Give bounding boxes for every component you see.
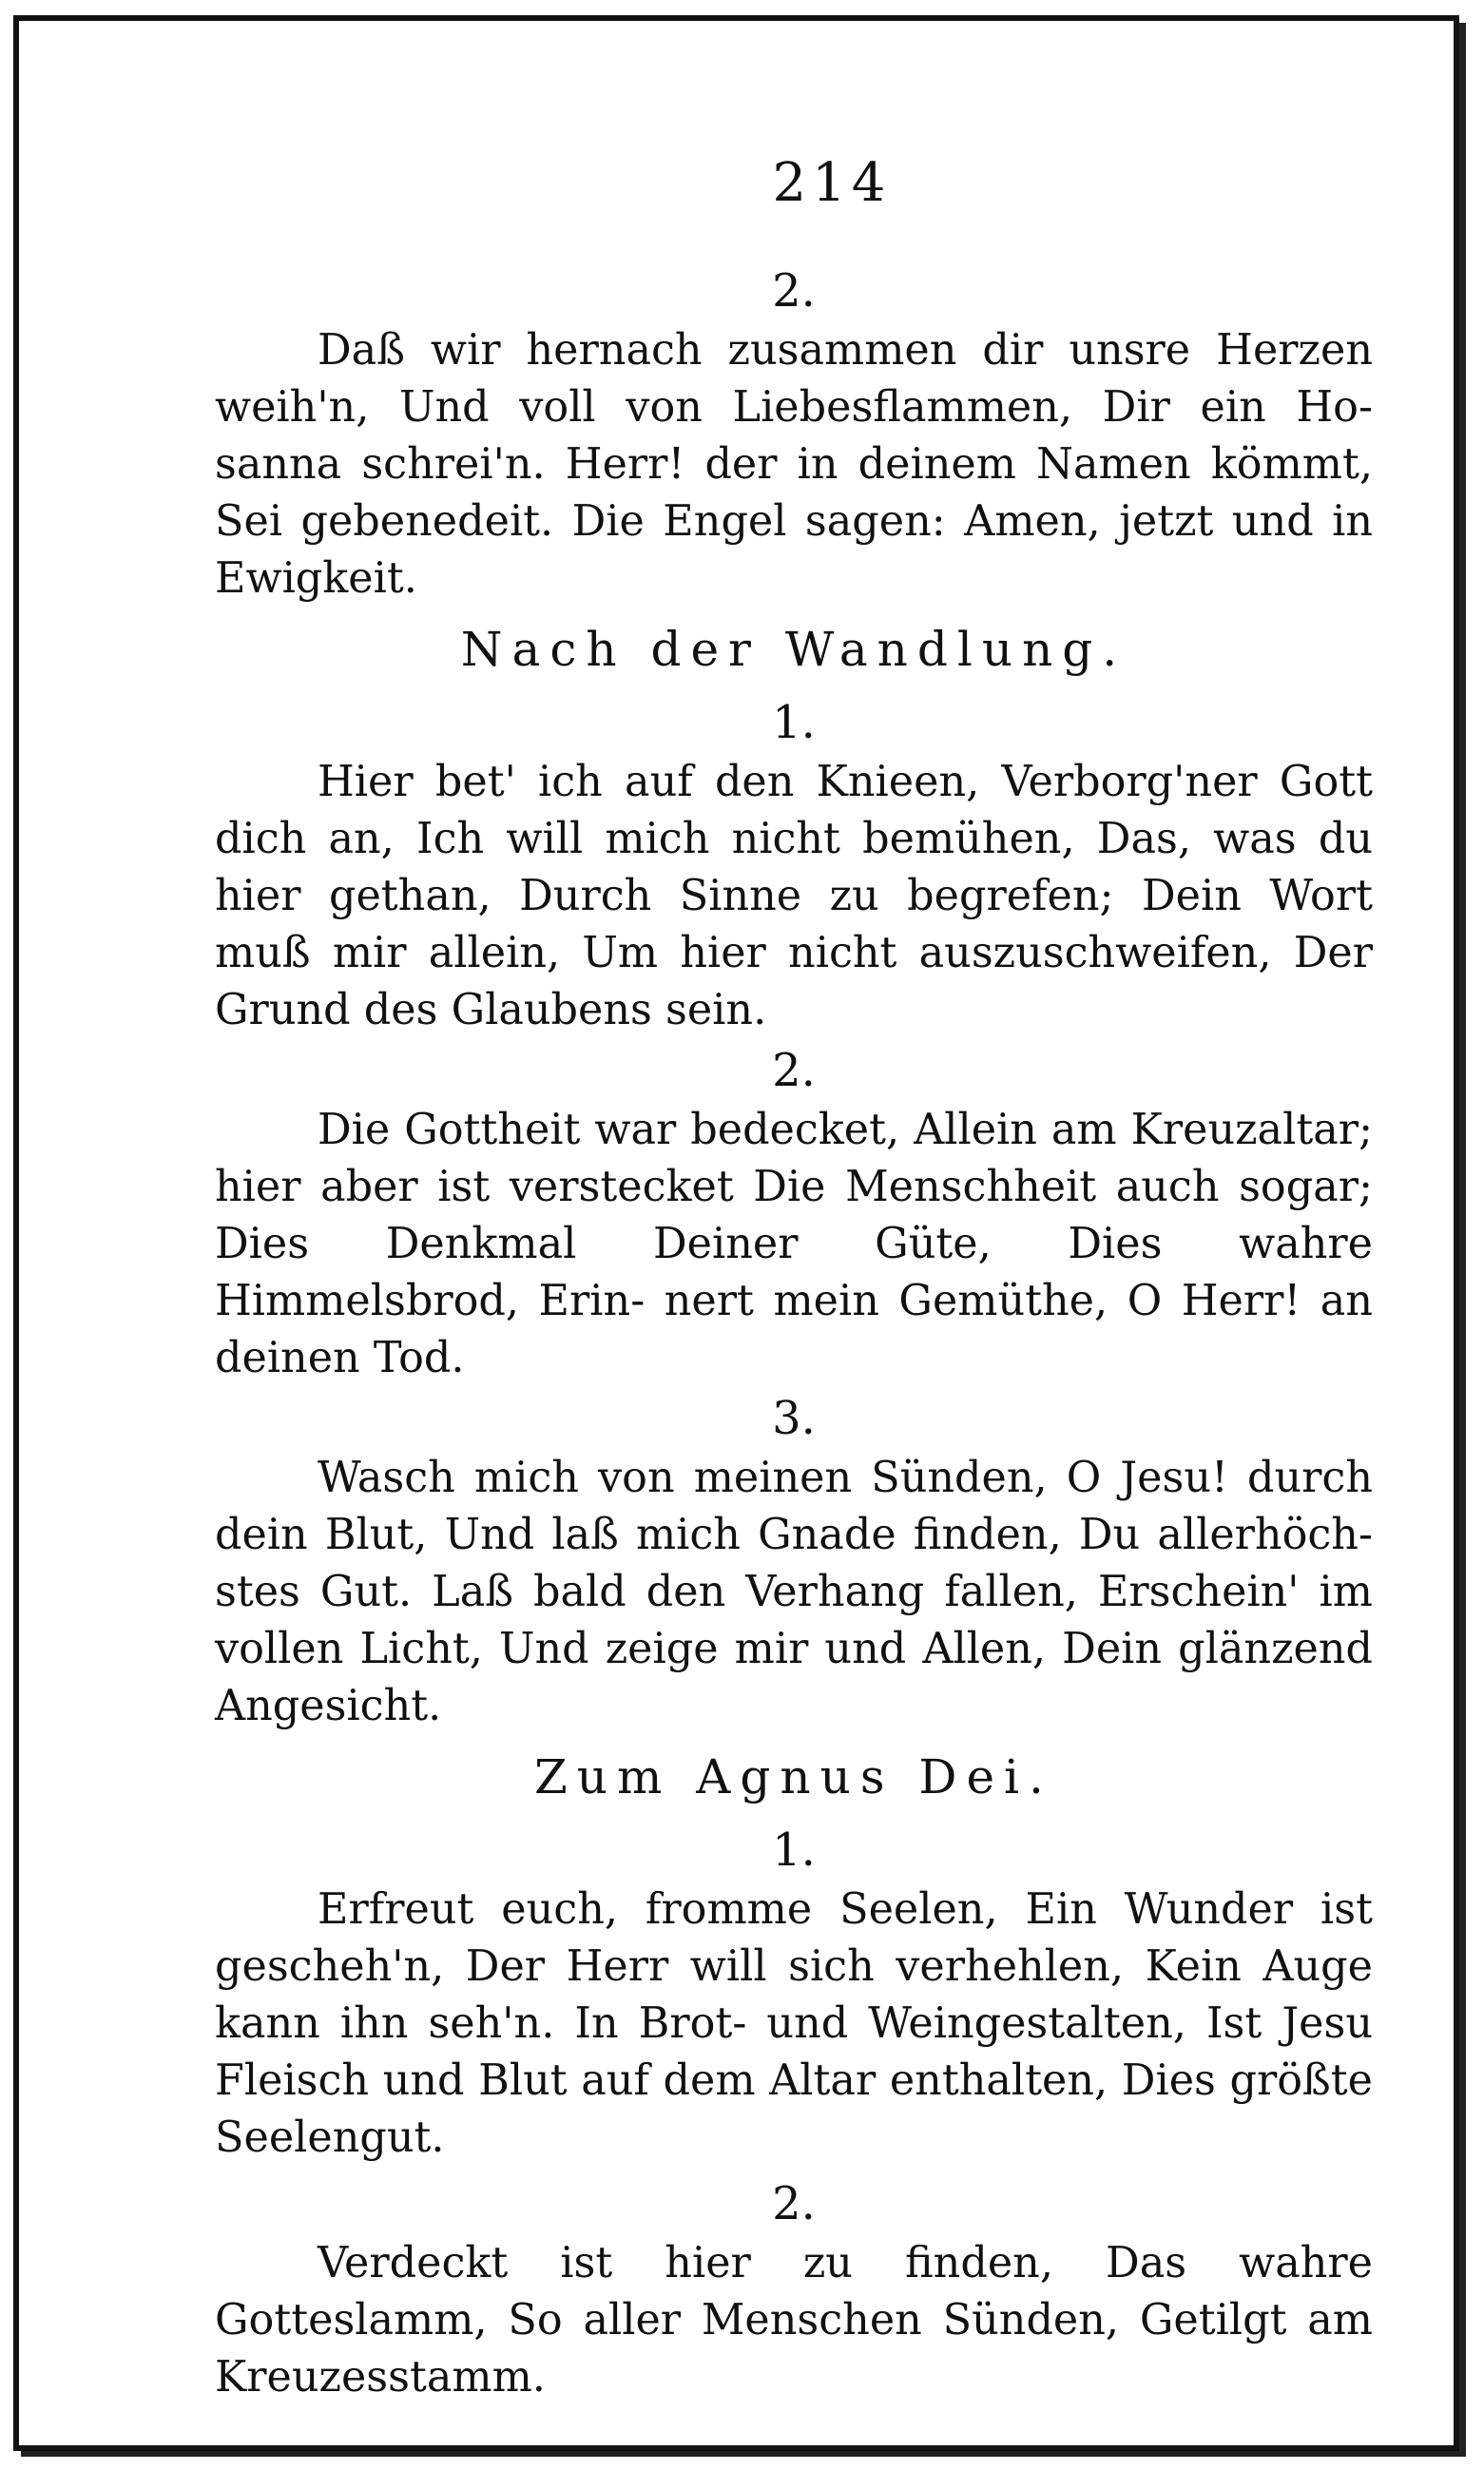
- page-content: [215, 152, 1373, 2406]
- verse-text: Erfreut euch, fromme Seelen, Ein Wunder ist gescheh'n, Der Herr will sich verhehlen, Kein Auge kann ihn seh'n. In Brot- und Weingestalten, Ist Jesu Fleisch und Blut auf dem Altar enthalten, Dies größte Seelengut.: [215, 1885, 1373, 2162]
- section-heading: Nach der Wandlung.: [460, 622, 1127, 677]
- verse-text: Wasch mich von meinen Sünden, O Jesu! durch dein Blut, Und laß mich Gnade finden, Du allerhöch- stes Gut. Laß bald den Verhang fallen, Erschein' im vollen Licht, Und zeige mir und Allen, Dein glänzend Angesicht.: [215, 1454, 1373, 1730]
- verse-number: 2.: [772, 1044, 816, 1097]
- verse-text: Die Gottheit war bedecket, Allein am Kreuzaltar; hier aber ist verstecket Die Menschheit auch sogar; Dies Denkmal Deiner Güte, Dies wahre Himmelsbrod, Erin- nert mein Gemüthe, O Herr! an deinen Tod.: [215, 1106, 1373, 1382]
- section-zum-agnus-dei: [215, 1735, 1373, 2406]
- verse-text: Hier bet' ich auf den Knieen, Verborg'ner Gott dich an, Ich will mich nicht bemühen, Das, was du hier gethan, Durch Sinne zu begrefen; Dein Wort muß mir allein, Um hier nicht auszuschweifen, Der Grund des Glaubens sein.: [215, 758, 1373, 1034]
- verse-text: Verdeckt ist hier zu finden, Das wahre Gotteslamm, So aller Menschen Sünden, Getilgt am Kreuzesstamm.: [215, 2239, 1373, 2402]
- section-heading: Zum Agnus Dei.: [534, 1749, 1053, 1804]
- verse-text: Daß wir hernach zusammen dir unsre Herzen weih'n, Und voll von Liebesflammen, Dir ein Ho- sanna schrei'n. Herr! der in deinem Namen kömmt, Sei gebenedeit. Die Engel sagen: Amen, jetzt und in Ewigkeit.: [215, 326, 1373, 603]
- verse-number: 1.: [772, 696, 816, 749]
- page-number: 214: [772, 152, 892, 214]
- verse-number: 2.: [772, 264, 816, 318]
- verse-number: 3.: [772, 1392, 816, 1445]
- section-continuation: [215, 260, 1373, 608]
- verse-number: 2.: [772, 2177, 816, 2230]
- verse-number: 1.: [772, 1824, 816, 1877]
- section-nach-der-wandlung: [215, 608, 1373, 1735]
